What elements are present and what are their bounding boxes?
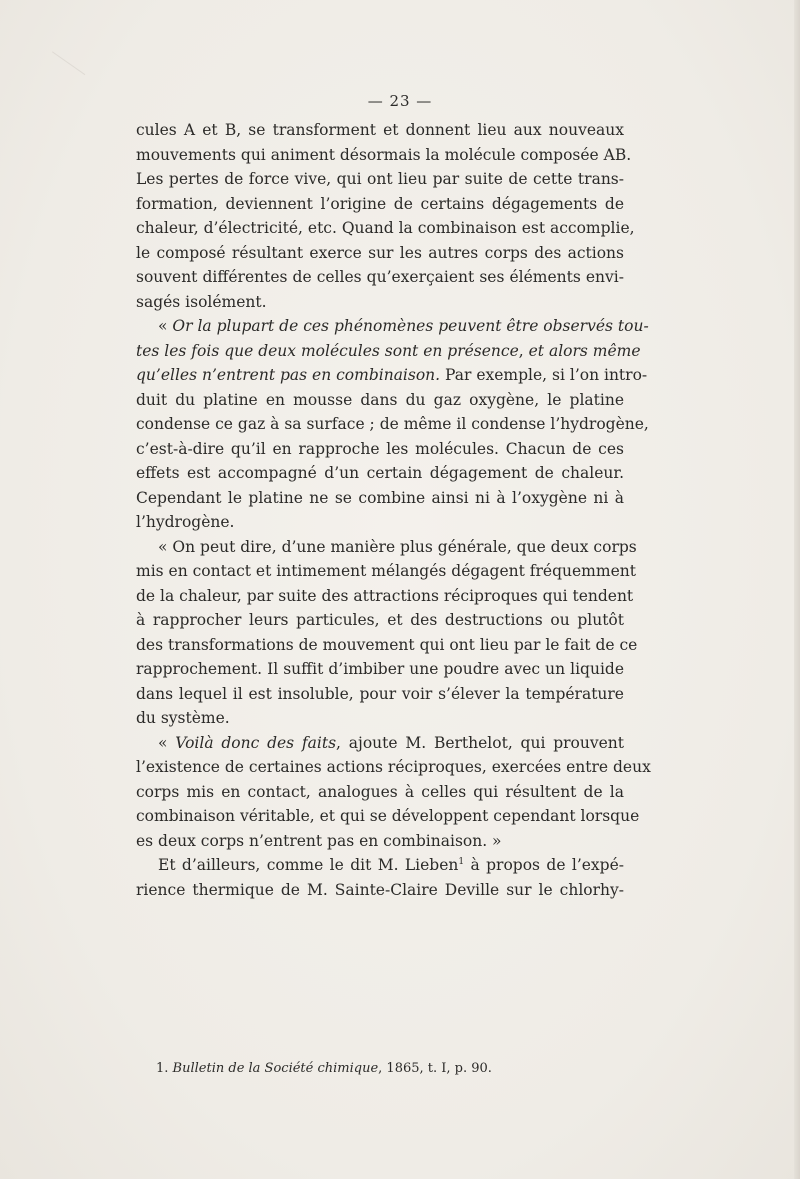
quote-mark: « — [158, 733, 176, 752]
text-line: condense ce gaz à sa surface ; de même il condense l’hydrogène, — [136, 415, 649, 433]
italic-text: Or la plupart de ces phénomènes peuvent être observés tou- — [172, 317, 649, 335]
text-line — [136, 339, 641, 364]
text-line: à rapprocher leurs particules, et des destructions ou plutôt — [136, 611, 624, 629]
text-line: Les pertes de force vive, qui ont lieu par suite de cette trans- — [136, 170, 624, 188]
text-line: mouvements qui animent désormais la molécule composée AB. — [136, 145, 632, 164]
text-line: sagés isolément. — [136, 292, 267, 311]
plain-text: à propos de l’expé- — [464, 856, 625, 874]
footnote-title: Bulletin de la Société chimique — [172, 1061, 379, 1076]
plain-text: Par exemple, si l’on intro- — [440, 366, 648, 384]
text-line: l’hydrogène. — [136, 513, 235, 531]
text-line: es deux corps n’entrent pas en combinaison. » — [136, 831, 502, 850]
footnote-number: 1. — [156, 1061, 169, 1076]
text-line: corps mis en contact, analogues à celles qui résultent de la — [136, 782, 624, 801]
italic-text: Voilà donc des faits — [175, 733, 337, 752]
text-line: souvent différentes de celles qu’exerçaient ses éléments envi- — [136, 268, 624, 286]
page-edge-shadow — [794, 0, 800, 1179]
text-line: des transformations de mouvement qui ont lieu par le fait de ce — [136, 635, 638, 654]
quote-mark: « — [158, 317, 173, 335]
text-line: combinaison véritable, et qui se développent cependant lorsque — [136, 807, 640, 825]
text-line: cules A et B, se transforment et donnent lieu aux nouveaux — [136, 121, 624, 139]
text-line — [136, 853, 624, 878]
text-line: le composé résultant exerce sur les autres corps des actions — [136, 243, 624, 262]
text-line: c’est-à-dire qu’il en rapproche les molécules. Chacun de ces — [136, 439, 624, 458]
plain-text: Et d’ailleurs, comme le dit M. Lieben — [158, 856, 459, 874]
text-line: de la chaleur, par suite des attractions réciproques qui tendent — [136, 586, 634, 605]
text-line: rience thermique de M. Sainte-Claire Deville sur le chlorhy- — [136, 880, 624, 899]
footnote-details: , 1865, t. I, p. 90. — [378, 1061, 492, 1076]
plain-text: , ajoute M. Berthelot, qui prouvent — [336, 733, 624, 752]
italic-text: tes les fois que deux molécules sont en présence — [136, 341, 519, 360]
text-line: effets est accompagné d’un certain dégagement de chaleur. — [136, 464, 624, 482]
text-line — [136, 314, 649, 339]
footnote — [136, 1060, 624, 1078]
text-line: rapprochement. Il suffit d’imbiber une poudre avec un liquide — [136, 660, 624, 678]
text-line: Cependant le platine ne se combine ainsi ni à l’oxygène ni à — [136, 488, 624, 507]
text-line: du système. — [136, 709, 230, 727]
text-line: formation, deviennent l’origine de certains dégagements de — [136, 194, 624, 213]
separator-text: , — [518, 341, 529, 360]
text-line — [136, 731, 624, 756]
text-line: l’existence de certaines actions réciproques, exercées entre deux — [136, 758, 651, 776]
text-line: duit du platine en mousse dans du gaz oxygène, le platine — [136, 390, 624, 409]
text-line: chaleur, d’électricité, etc. Quand la combinaison est accomplie, — [136, 219, 635, 237]
text-line: « On peut dire, d’une manière plus générale, que deux corps — [158, 537, 637, 556]
text-line: dans lequel il est insoluble, pour voir s’élever la température — [136, 684, 624, 703]
italic-text: qu’elles n’entrent pas en combinaison. — [136, 366, 441, 384]
page-number: — 23 — — [367, 92, 433, 110]
text-line — [136, 363, 648, 388]
footnote-ref: 1 — [458, 856, 465, 867]
italic-text: et alors même — [528, 341, 641, 360]
body-text — [136, 118, 651, 902]
text-line: mis en contact et intimement mélangés dégagent fréquemment — [136, 562, 636, 580]
